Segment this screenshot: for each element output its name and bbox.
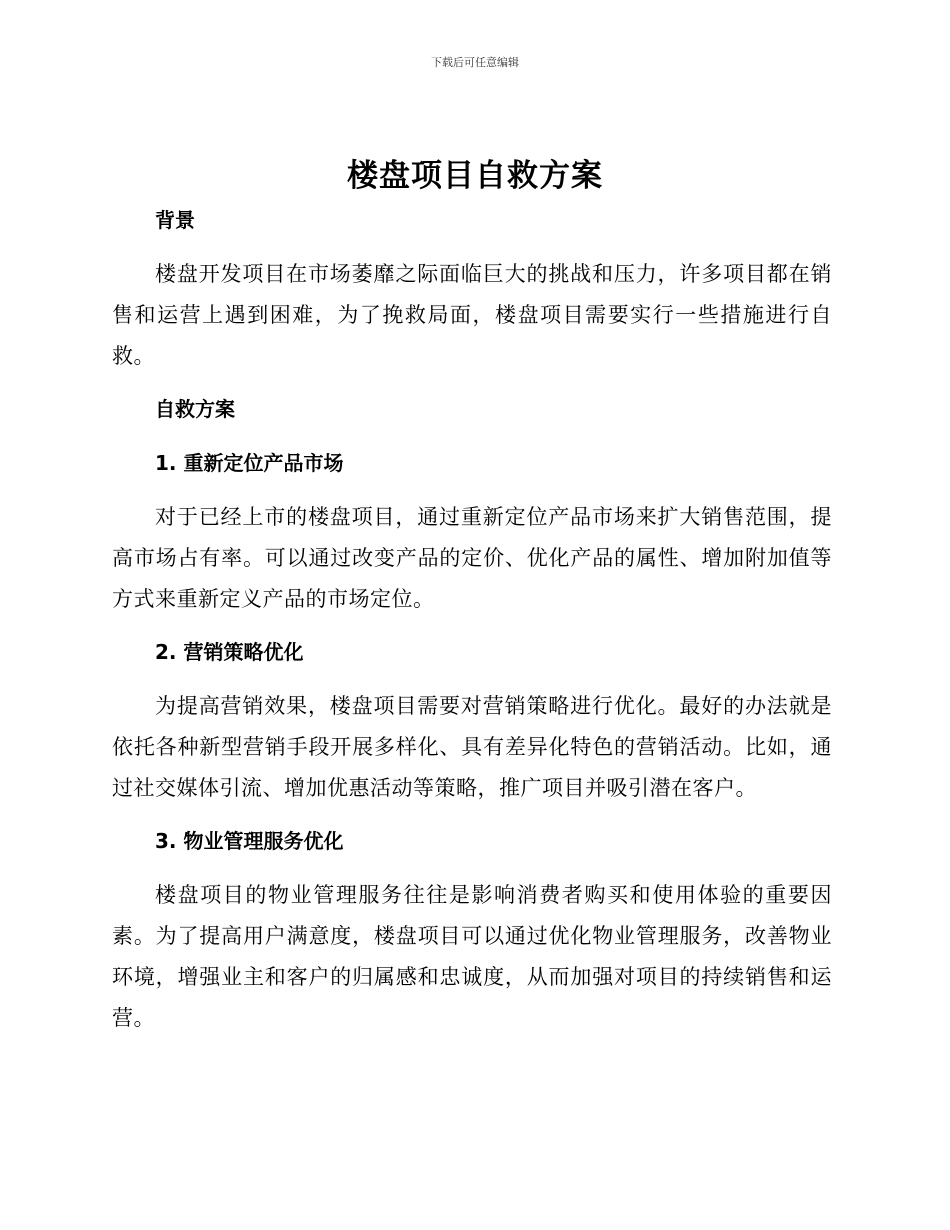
header-note: 下载后可任意编辑: [431, 56, 519, 69]
section-heading-plan: 自救方案: [155, 397, 235, 421]
paragraph-item-2: 为提高营销效果，楼盘项目需要对营销策略进行优化。最好的办法就是依托各种新型营销手段开展多样化、具有差异化特色的营销活动。比如，通过社交媒体引流、增加优惠活动等策略，推广项目并吸引潜在客户。: [112, 694, 832, 800]
paragraph-item-3: 楼盘项目的物业管理服务往往是影响消费者购买和使用体验的重要因素。为了提高用户满意度，楼盘项目可以通过优化物业管理服务，改善物业环境，增强业主和客户的归属感和忠诚度，从而加强对项目的持续销售和运营。: [112, 883, 832, 1030]
document-body: [112, 200, 832, 1039]
paragraph-item-1: 对于已经上市的楼盘项目，通过重新定位产品市场来扩大销售范围，提高市场占有率。可以通过改变产品的定价、优化产品的属性、增加附加值等方式来重新定义产品的市场定位。: [112, 505, 832, 611]
section-heading-background: 背景: [155, 208, 195, 232]
paragraph-background: 楼盘开发项目在市场萎靡之际面临巨大的挑战和压力，许多项目都在销售和运营上遇到困难，为了挽救局面，楼盘项目需要实行一些措施进行自救。: [112, 262, 832, 368]
item-heading-2: 2. 营销策略优化: [155, 640, 304, 664]
item-heading-3: 3. 物业管理服务优化: [155, 829, 344, 853]
item-heading-1: 1. 重新定位产品市场: [155, 451, 344, 475]
page-title: 楼盘项目自救方案: [347, 158, 603, 194]
